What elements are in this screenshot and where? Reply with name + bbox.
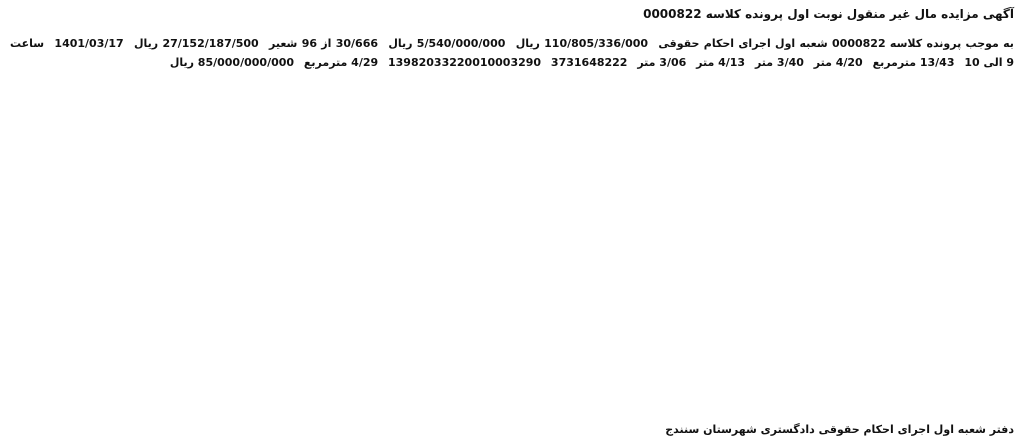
- body-fragment: 5/540/000/000 ریال: [388, 37, 506, 50]
- body-fragment: 30/666 از 96 شعیر: [269, 37, 379, 50]
- body-fragment: 27/152/187/500 ریال: [134, 37, 259, 50]
- body-fragment: 85/000/000/000 ریال: [169, 56, 295, 69]
- body-fragment: 1401/03/17: [54, 37, 124, 50]
- body-fragment: 4/29 مترمربع: [303, 56, 379, 69]
- notice-footer: دفتر شعبه اول اجرای احکام حقوقی دادگستری شهرستان سنندج: [665, 423, 1014, 436]
- body-fragment: 4/20 متر: [813, 56, 863, 69]
- body-fragment: 13982033220010003290: [388, 56, 542, 69]
- body-fragment: ساعت 9 الی 10: [10, 37, 1014, 69]
- body-fragment: 3/40 متر: [754, 56, 804, 69]
- notice-title: آگهی مزایده مال غیر منقول نوبت اول پرونده کلاسه 0000822: [643, 7, 1014, 21]
- notice-body: [10, 34, 1014, 394]
- body-fragment: 3731648222: [550, 56, 628, 69]
- body-fragment: 4/13 متر: [696, 56, 746, 69]
- body-fragment: به موجب پرونده کلاسه 0000822 شعبه اول اجرای احکام حقوقی: [658, 37, 1014, 50]
- body-fragment: 13/43 مترمربع: [872, 56, 955, 69]
- body-fragment: 110/805/336/000 ریال: [515, 37, 649, 50]
- body-fragment: 3/06 متر: [637, 56, 687, 69]
